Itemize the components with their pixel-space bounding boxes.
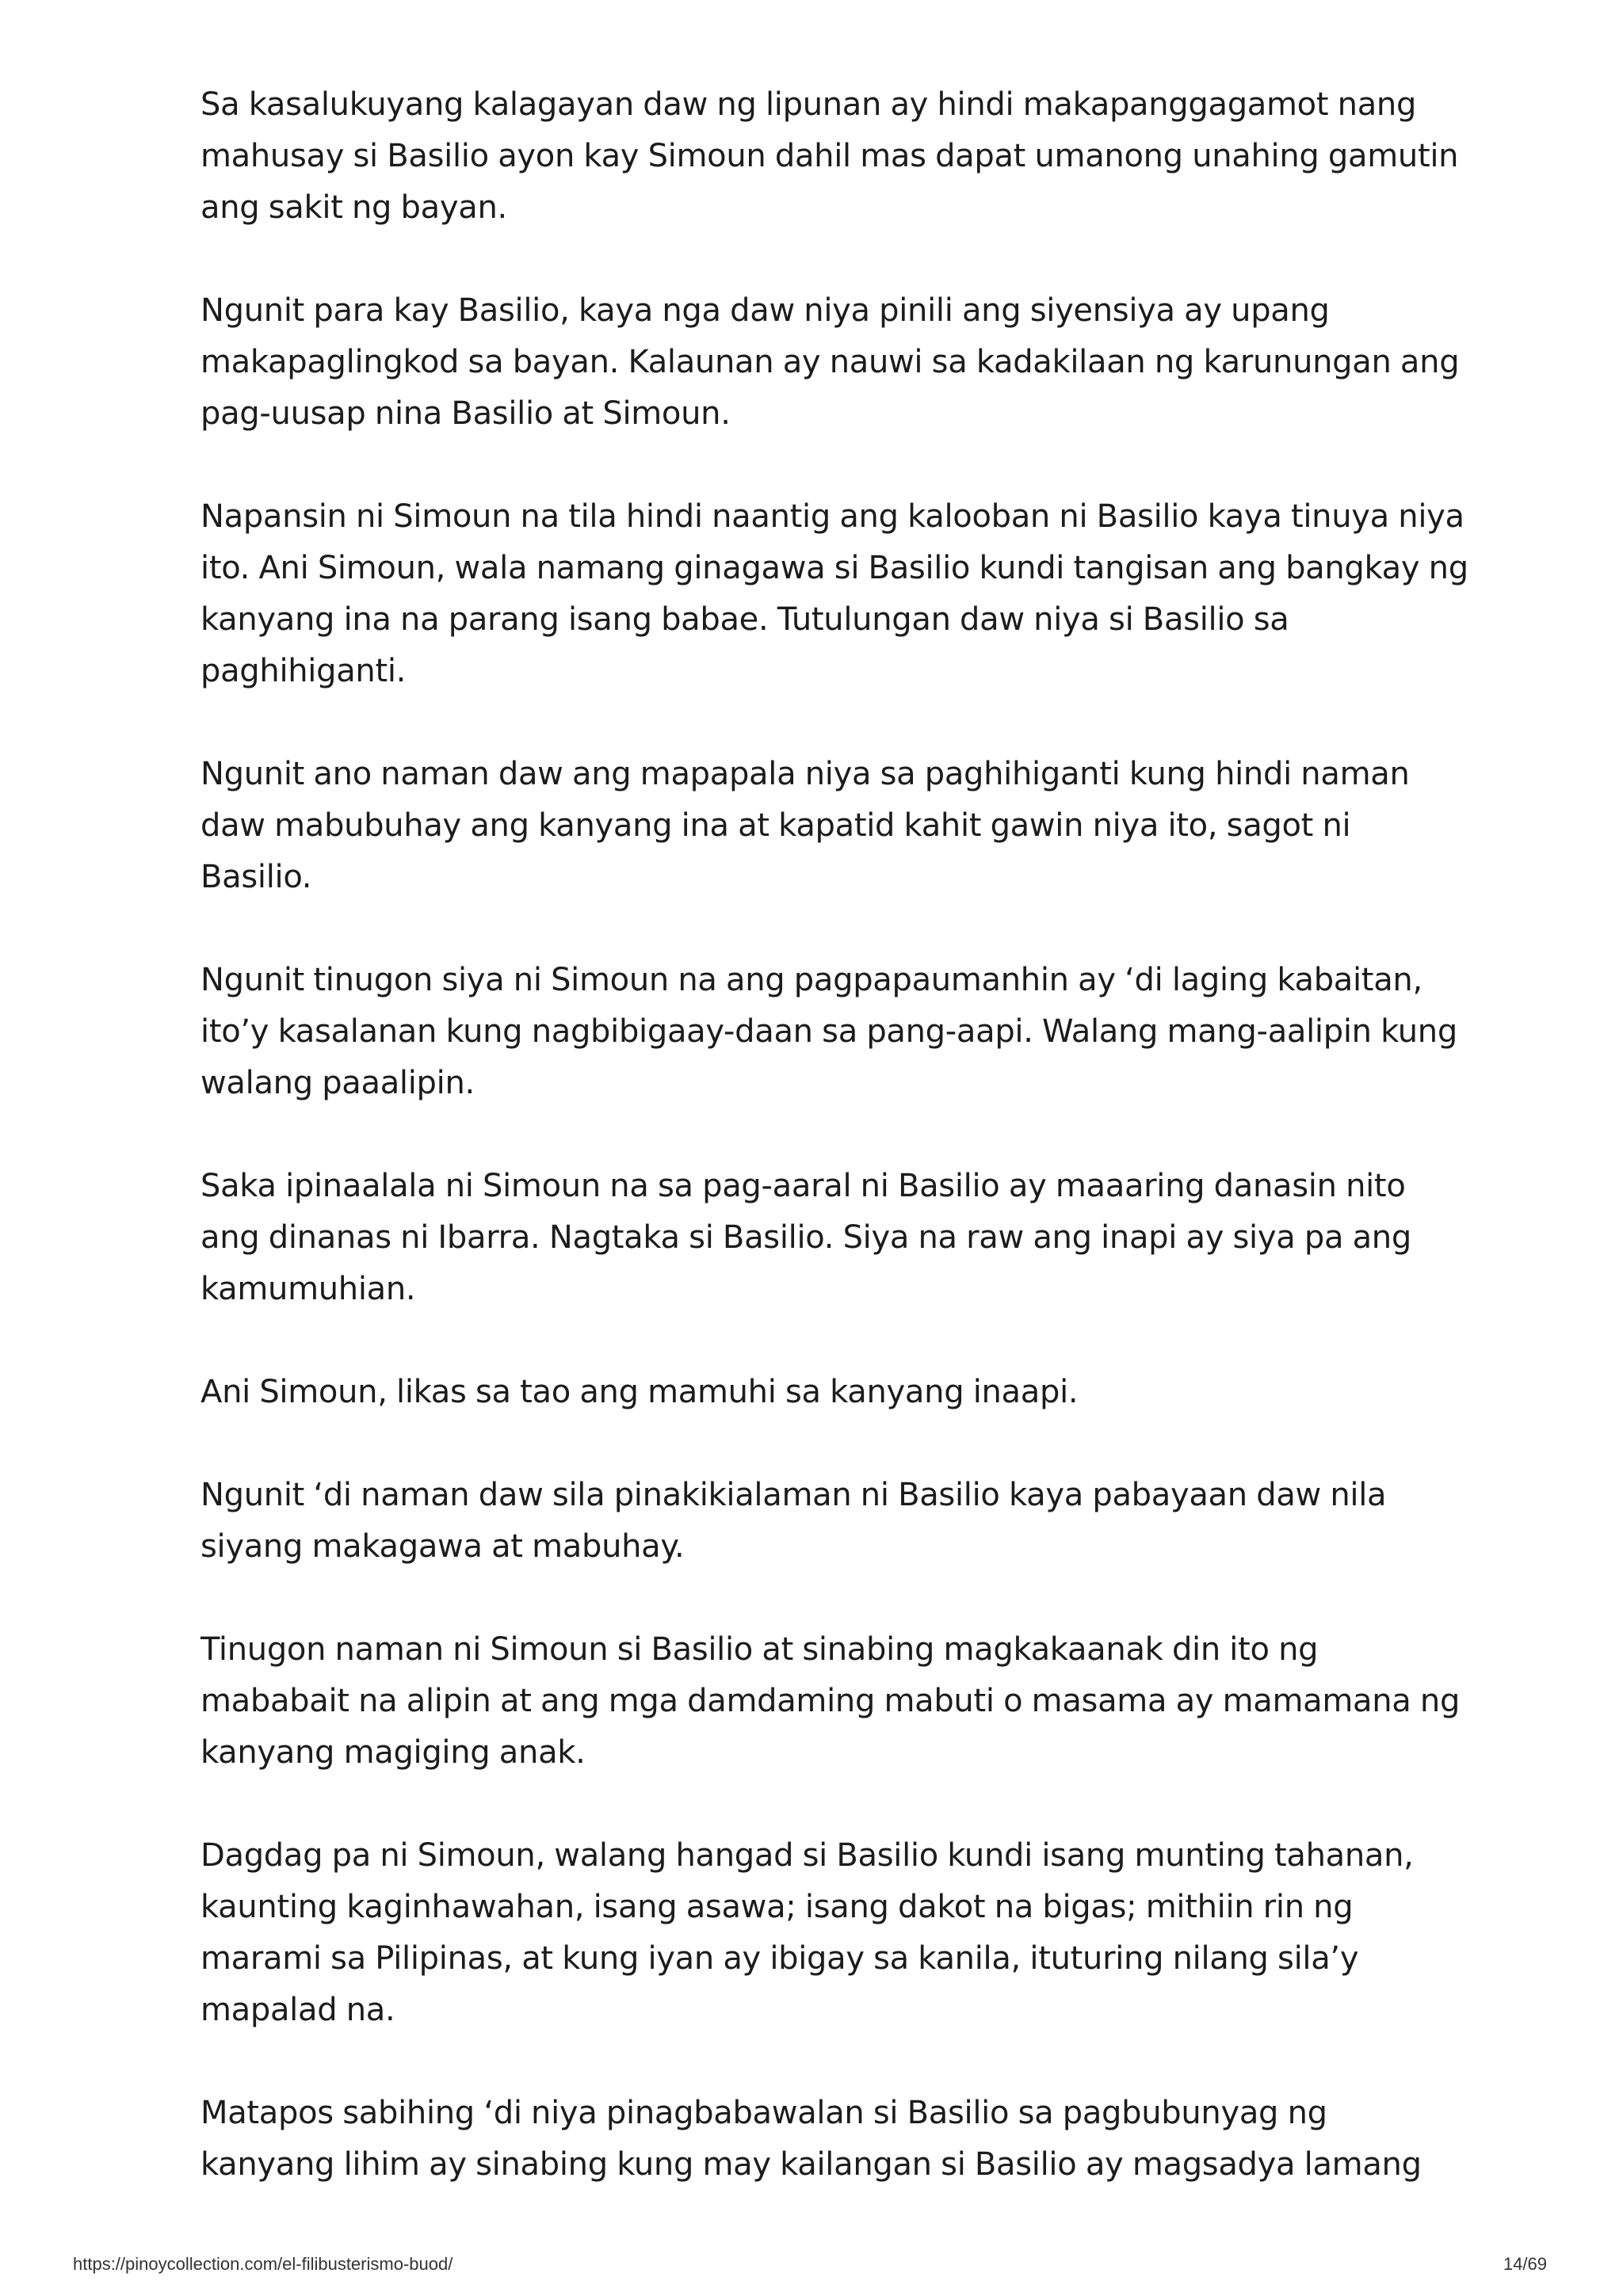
footer-url: https://pinoycollection.com/el-filibusterismo-buod/ — [73, 2254, 453, 2274]
paragraph: Ngunit tinugon siya ni Simoun na ang pagpapaumanhin ay ‘di laging kabaitan, ito’y kasalanan kung nagbibigaay-daan sa pang-aapi. Walang mang-aalipin kung walang paaalipin. — [200, 962, 1457, 1101]
paragraph: Sa kasalukuyang kalagayan daw ng lipunan ay hindi makapanggagamot nang mahusay si Basilio ayon kay Simoun dahil mas dapat umanong unahing gamutin ang sakit ng bayan. — [200, 86, 1459, 226]
paragraph: Saka ipinaalala ni Simoun na sa pag-aaral ni Basilio ay maaaring danasin nito ang dinanas ni Ibarra. Nagtaka si Basilio. Siya na raw ang inapi ay siya pa ang kamumuhian. — [200, 1168, 1411, 1307]
article-body — [200, 79, 1468, 2242]
print-footer — [0, 2254, 1623, 2286]
paragraph: Ngunit ano naman daw ang mapapala niya sa paghihiganti kung hindi naman daw mabubuhay ang kanyang ina at kapatid kahit gawin niya ito, sagot ni Basilio. — [200, 756, 1410, 895]
paragraph: Ngunit para kay Basilio, kaya nga daw niya pinili ang siyensiya ay upang makapaglingkod sa bayan. Kalaunan ay nauwi sa kadakilaan ng karunungan ang pag-uusap nina Basilio at Simoun. — [200, 292, 1460, 432]
paragraph: Napansin ni Simoun na tila hindi naantig ang kalooban ni Basilio kaya tinuya niya ito. Ani Simoun, wala namang ginagawa si Basilio kundi tangisan ang bangkay ng kanyang ina na parang isang babae. Tutulungan daw niya si Basilio sa paghihiganti. — [200, 498, 1468, 689]
paragraph: Ngunit ‘di naman daw sila pinakikialaman ni Basilio kaya pabayaan daw nila siyang makagawa at mabuhay. — [200, 1477, 1387, 1565]
paragraph: Matapos sabihing ‘di niya pinagbabawalan si Basilio sa pagbubunyag ng kanyang lihim ay sinabing kung may kailangan si Basilio ay magsadya lamang — [200, 2095, 1422, 2183]
paragraph: Ani Simoun, likas sa tao ang mamuhi sa kanyang inaapi. — [200, 1374, 1079, 1410]
page-number: 14/69 — [1503, 2254, 1547, 2274]
paragraph: Tinugon naman ni Simoun si Basilio at sinabing magkakaanak din ito ng mababait na alipin at ang mga damdaming mabuti o masama ay mamamana ng kanyang magiging anak. — [200, 1631, 1461, 1771]
paragraph: Dagdag pa ni Simoun, walang hangad si Basilio kundi isang munting tahanan, kaunting kaginhawahan, isang asawa; isang dakot na bigas; mithiin rin ng marami sa Pilipinas, at kung iyan ay ibigay sa kanila, ituturing nilang sila’y mapalad na. — [200, 1837, 1414, 2028]
